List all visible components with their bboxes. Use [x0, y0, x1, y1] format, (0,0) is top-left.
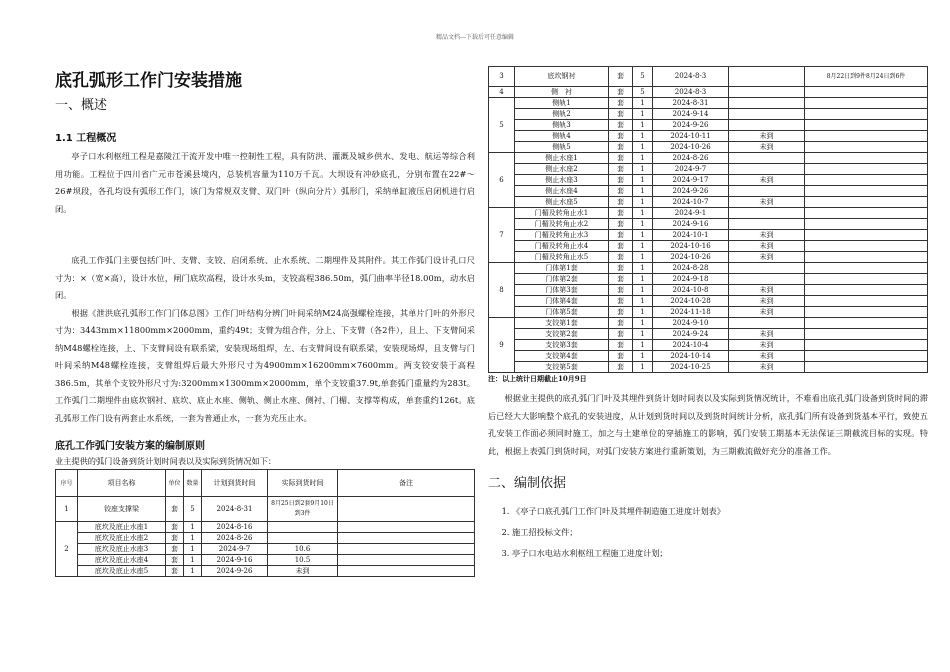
cell-actual [729, 120, 805, 131]
cell-remark [805, 186, 928, 197]
cell-name: 门体第2套 [515, 274, 609, 285]
cell-unit: 套 [609, 186, 633, 197]
cell-plan: 2024-9-7 [653, 164, 729, 175]
table-row [489, 219, 928, 230]
cell-name: 底坎及底止水座5 [78, 566, 166, 577]
cell-name: 侧止水座1 [515, 153, 609, 164]
cell-actual: 未到 [729, 340, 805, 351]
cell-actual [729, 67, 805, 87]
cell-qty: 1 [633, 164, 653, 175]
cell-actual [729, 153, 805, 164]
header-qty: 数量 [184, 470, 202, 497]
basis-item: 3. 亭子口水电站水利枢纽工程施工进度计划； [512, 543, 928, 564]
table-row [489, 351, 928, 362]
cell-name: 门体第4套 [515, 296, 609, 307]
cell-no: 4 [489, 87, 515, 98]
cell-qty: 1 [633, 241, 653, 252]
cell-remark [805, 109, 928, 120]
cell-qty: 1 [184, 566, 202, 577]
cell-plan: 2024-10-26 [653, 252, 729, 263]
cell-actual [729, 98, 805, 109]
cell-remark [805, 285, 928, 296]
cell-qty: 5 [633, 67, 653, 87]
paragraph-gate-composition: 底孔工作弧门主要包括门叶、支臂、支铰、启闭系统、止水系统、二期埋件及其附件。其工作弧门设计孔口尺寸为：×（宽×高），设计水位，闸门底坎高程，设计水头m，支铰高程386.50m，弧门曲率半径18.00m，动水启闭。 [55, 255, 475, 300]
cell-unit: 套 [609, 285, 633, 296]
cell-remark [805, 351, 928, 362]
cell-remark [805, 340, 928, 351]
table-intro: 业主提供的弧门设备到货计划时间表以及实际到货情况如下： [55, 456, 277, 466]
table-row [489, 131, 928, 142]
cell-actual: 未到 [729, 197, 805, 208]
cell-remark [338, 544, 475, 555]
table-row [489, 362, 928, 373]
cell-remark [805, 131, 928, 142]
cell-unit: 套 [609, 230, 633, 241]
cell-qty: 1 [633, 340, 653, 351]
cell-name: 门体第5套 [515, 307, 609, 318]
table-row [56, 566, 475, 577]
cell-unit: 套 [609, 109, 633, 120]
cell-qty: 1 [633, 197, 653, 208]
cell-unit: 套 [166, 555, 184, 566]
cell-remark [805, 197, 928, 208]
cell-unit: 套 [609, 362, 633, 373]
cell-actual [729, 109, 805, 120]
cell-unit: 套 [609, 98, 633, 109]
basis-list [488, 501, 928, 564]
cell-actual [729, 274, 805, 285]
cell-plan: 2024-10-11 [653, 131, 729, 142]
cell-plan: 2024-8-26 [653, 153, 729, 164]
cell-plan: 2024-9-26 [202, 566, 268, 577]
cell-qty: 1 [633, 153, 653, 164]
cell-remark [338, 497, 475, 522]
cell-plan: 2024-8-31 [653, 98, 729, 109]
cell-actual: 未到 [729, 307, 805, 318]
cell-unit: 套 [166, 497, 184, 522]
table-note: 注：以上统计日期截止10月9日 [488, 374, 587, 383]
cell-qty: 1 [633, 175, 653, 186]
cell-name: 门体第1套 [515, 263, 609, 274]
cell-unit: 套 [609, 87, 633, 98]
cell-plan: 2024-10-1 [653, 230, 729, 241]
cell-actual [729, 318, 805, 329]
cell-name: 侧止水座5 [515, 197, 609, 208]
table-row [489, 285, 928, 296]
cell-name: 门楣及转角止水2 [515, 219, 609, 230]
basis-item: 1. 《亭子口底孔弧门工作门叶及其埋件制造施工进度计划表》 [512, 501, 928, 522]
table-row [489, 186, 928, 197]
cell-actual: 未到 [729, 142, 805, 153]
cell-no: 8 [489, 263, 515, 318]
table-row [489, 120, 928, 131]
principles-heading: 底孔工作弧门安装方案的编制原则 [55, 441, 205, 452]
cell-name: 支铰第1套 [515, 318, 609, 329]
cell-no: 2 [56, 522, 78, 577]
cell-plan: 2024-10-16 [653, 241, 729, 252]
cell-plan: 2024-10-26 [653, 142, 729, 153]
cell-qty: 1 [633, 186, 653, 197]
cell-actual [729, 208, 805, 219]
cell-unit: 套 [609, 197, 633, 208]
cell-name: 侧止水座2 [515, 164, 609, 175]
cell-name: 侧轨1 [515, 98, 609, 109]
cell-remark [805, 153, 928, 164]
table-row [489, 340, 928, 351]
table-row [489, 274, 928, 285]
cell-plan: 2024-9-16 [653, 219, 729, 230]
cell-qty: 1 [184, 522, 202, 533]
table-header-row [56, 470, 475, 497]
cell-name: 侧轨2 [515, 109, 609, 120]
cell-remark [805, 98, 928, 109]
cell-plan: 2024-8-3 [653, 67, 729, 87]
cell-unit: 套 [609, 131, 633, 142]
table-row [489, 307, 928, 318]
cell-actual: 未到 [729, 351, 805, 362]
cell-plan: 2024-9-7 [202, 544, 268, 555]
cell-remark [805, 208, 928, 219]
table-row [489, 175, 928, 186]
cell-actual [729, 263, 805, 274]
cell-name: 门楣及转角止水5 [515, 252, 609, 263]
cell-plan: 2024-10-4 [653, 340, 729, 351]
cell-actual: 未到 [268, 566, 338, 577]
cell-qty: 1 [633, 318, 653, 329]
table-row [489, 263, 928, 274]
cell-no: 7 [489, 208, 515, 263]
cell-unit: 套 [609, 274, 633, 285]
cell-no: 5 [489, 98, 515, 153]
cell-plan: 2024-9-1 [653, 208, 729, 219]
cell-plan: 2024-9-18 [653, 274, 729, 285]
cell-unit: 套 [609, 329, 633, 340]
cell-actual: 未到 [729, 329, 805, 340]
cell-actual: 未到 [729, 252, 805, 263]
cell-remark [805, 362, 928, 373]
cell-qty: 1 [633, 109, 653, 120]
cell-unit: 套 [609, 241, 633, 252]
table-row [489, 109, 928, 120]
cell-remark [805, 252, 928, 263]
cell-remark [805, 219, 928, 230]
left-column [55, 60, 475, 577]
cell-plan: 2024-11-18 [653, 307, 729, 318]
cell-unit: 套 [609, 340, 633, 351]
cell-plan: 2024-9-14 [653, 109, 729, 120]
cell-remark [805, 120, 928, 131]
cell-plan: 2024-9-16 [202, 555, 268, 566]
table-row [56, 555, 475, 566]
cell-name: 底坎及底止水座1 [78, 522, 166, 533]
cell-remark [338, 533, 475, 544]
cell-no: 6 [489, 153, 515, 208]
cell-qty: 1 [633, 263, 653, 274]
cell-unit: 套 [609, 219, 633, 230]
cell-name: 侧轨5 [515, 142, 609, 153]
cell-actual: 10.5 [268, 555, 338, 566]
cell-actual: 未到 [729, 230, 805, 241]
cell-name: 门楣及转角止水3 [515, 230, 609, 241]
cell-name: 支铰第2套 [515, 329, 609, 340]
cell-unit: 套 [166, 522, 184, 533]
cell-qty: 1 [633, 285, 653, 296]
cell-qty: 1 [633, 274, 653, 285]
cell-plan: 2024-8-31 [202, 497, 268, 522]
cell-plan: 2024-9-26 [653, 120, 729, 131]
cell-qty: 1 [184, 533, 202, 544]
table-row [489, 67, 928, 87]
cell-actual: 未到 [729, 241, 805, 252]
cell-remark [338, 522, 475, 533]
cell-name: 侧轨3 [515, 120, 609, 131]
cell-qty: 1 [633, 230, 653, 241]
cell-name: 门楣及转角止水1 [515, 208, 609, 219]
right-column [488, 66, 928, 564]
header-remark: 备注 [338, 470, 475, 497]
cell-remark [805, 296, 928, 307]
table-row [489, 153, 928, 164]
cell-name: 底坎钢衬 [515, 67, 609, 87]
cell-actual: 未到 [729, 285, 805, 296]
cell-plan: 2024-10-8 [653, 285, 729, 296]
cell-remark [805, 274, 928, 285]
cell-plan: 2024-8-26 [202, 533, 268, 544]
basis-item: 2. 施工招投标文件； [512, 522, 928, 543]
table-row [489, 87, 928, 98]
cell-plan: 2024-9-24 [653, 329, 729, 340]
table-row [56, 533, 475, 544]
cell-plan: 2024-9-17 [653, 175, 729, 186]
cell-name: 底坎及底止水座3 [78, 544, 166, 555]
cell-unit: 套 [609, 208, 633, 219]
header-note: 精品文档---下载后可任意编辑 [435, 34, 515, 41]
cell-qty: 1 [184, 544, 202, 555]
cell-unit: 套 [166, 544, 184, 555]
cell-actual [268, 522, 338, 533]
cell-no: 1 [56, 497, 78, 522]
cell-plan: 2024-10-25 [653, 362, 729, 373]
cell-qty: 1 [633, 252, 653, 263]
cell-actual: 未到 [729, 175, 805, 186]
header-unit: 单位 [166, 470, 184, 497]
cell-actual: 未到 [729, 131, 805, 142]
cell-unit: 套 [609, 164, 633, 175]
cell-qty: 1 [633, 98, 653, 109]
cell-name: 侧止水座3 [515, 175, 609, 186]
cell-plan: 2024-8-28 [653, 263, 729, 274]
cell-plan: 2024-8-16 [202, 522, 268, 533]
cell-remark [805, 318, 928, 329]
cell-name: 支铰第3套 [515, 340, 609, 351]
table-row [489, 318, 928, 329]
cell-qty: 1 [633, 142, 653, 153]
table-row [489, 329, 928, 340]
cell-actual [729, 164, 805, 175]
cell-unit: 套 [609, 318, 633, 329]
section-basis-heading: 二、编制依据 [488, 476, 567, 491]
table-row [56, 497, 475, 522]
cell-name: 支铰第5套 [515, 362, 609, 373]
cell-remark [805, 230, 928, 241]
paragraph-gate-structure: 根据《泄洪底孔弧形工作门门体总图》工作门叶结构分辨门叶间采纳M24高强螺栓连接，其单片门叶的外形尺寸为：3443mm×11800mm×2000mm，重约49t；支臂为组合件，分上、下支臂（各2件），且上、下支臂间采纳M48螺栓连接，上、下支臂间设有联系梁，安装现场组焊，左、右支臂间设有联系梁，安装现场焊，且支臂与门叶间采纳M48螺栓连接，支臂组焊后最大外形尺寸为4900mm×16200mm×7600mm。两支铰安装于高程386.5m，其单个支铰外形尺寸为:3200mm×1300mm×2000mm，单个支铰重37.9t,单套弧门重量约为283t。工作弧门二期埋件由底坎钢衬、底坎、底止水座、侧轨、侧止水座、侧衬、门楣、支撑等构成，单套重约126t。底孔弧形工作门设有两套止水系统，一套为普通止水，一套为充压止水。 [55, 307, 475, 423]
cell-qty: 1 [633, 120, 653, 131]
header-name: 项目名称 [78, 470, 166, 497]
paragraph-project-overview: 亭子口水利枢纽工程是嘉陵江干流开发中唯一控制性工程，具有防洪、灌溉及城乡供水、发电、航运等综合利用功能。工程位于四川省广元市苍溪县境内，总装机容量为110万千瓦。大坝设有冲砂底孔，分别布置在22#～26#坝段，各孔均设有弧形工作门，该门为常规双支臂、双门叶（纵向分片）弧形门，采纳单缸液压启闭机进行启闭。 [55, 151, 475, 214]
cell-name: 侧 衬 [515, 87, 609, 98]
section-overview-heading: 一、概述 [55, 98, 108, 113]
cell-unit: 套 [609, 67, 633, 87]
cell-remark [805, 175, 928, 186]
cell-unit: 套 [609, 307, 633, 318]
cell-remark [805, 87, 928, 98]
paragraph-analysis: 根据业主提供的底孔弧门门叶及其埋件到货计划时间表以及实际到货情况统计，不难看出底孔弧门设备到货时间的滞后已经大大影响整个底孔的安装进度，从计划到货时间以及到货时间统计分析，底孔弧门所有设备到货基本平行，致使五孔安装工作面必须同时施工，加之与土建单位的穿插施工的影响，弧门安装工期基本无法保证三期截流目标的实现。特此，根据上表弧门到货时间，对弧门安装方案进行重新策划，为三期截流做好充分的准备工作。 [488, 393, 928, 456]
cell-remark [805, 142, 928, 153]
header-no: 序号 [56, 470, 78, 497]
cell-name: 门楣及转角止水4 [515, 241, 609, 252]
cell-unit: 套 [609, 252, 633, 263]
cell-qty: 1 [633, 208, 653, 219]
table-row [489, 164, 928, 175]
project-overview-heading: 1.1 工程概况 [55, 133, 117, 144]
cell-qty: 1 [633, 131, 653, 142]
cell-no: 3 [489, 67, 515, 87]
cell-name: 支铰第4套 [515, 351, 609, 362]
cell-plan: 2024-10-14 [653, 351, 729, 362]
delivery-table-right [488, 66, 928, 373]
cell-remark [805, 164, 928, 175]
cell-actual: 10.6 [268, 544, 338, 555]
cell-qty: 1 [633, 307, 653, 318]
cell-plan: 2024-8-3 [653, 87, 729, 98]
cell-plan: 2024-9-10 [653, 318, 729, 329]
cell-unit: 套 [166, 533, 184, 544]
table-row [489, 197, 928, 208]
cell-remark [805, 307, 928, 318]
cell-remark [338, 555, 475, 566]
table-row [489, 98, 928, 109]
header-plan: 计划到货时间 [202, 470, 268, 497]
cell-unit: 套 [609, 351, 633, 362]
cell-actual: 8月25日到2套9月10日到3件 [268, 497, 338, 522]
cell-actual: 未到 [729, 362, 805, 373]
delivery-table-left [55, 469, 475, 577]
cell-unit: 套 [609, 153, 633, 164]
cell-unit: 套 [609, 120, 633, 131]
cell-plan: 2024-10-28 [653, 296, 729, 307]
cell-actual: 未到 [729, 296, 805, 307]
table-row [489, 142, 928, 153]
table-row [489, 252, 928, 263]
table-row [56, 544, 475, 555]
cell-actual [268, 533, 338, 544]
cell-no: 9 [489, 318, 515, 373]
table-row [489, 208, 928, 219]
header-actual: 实际到货时间 [268, 470, 338, 497]
cell-plan: 2024-10-7 [653, 197, 729, 208]
cell-qty: 5 [184, 497, 202, 522]
table-row [56, 522, 475, 533]
cell-name: 铰座支撑梁 [78, 497, 166, 522]
cell-name: 侧止水座4 [515, 186, 609, 197]
cell-unit: 套 [609, 142, 633, 153]
cell-remark [805, 329, 928, 340]
cell-unit: 套 [166, 566, 184, 577]
table-row [489, 241, 928, 252]
cell-qty: 5 [633, 87, 653, 98]
cell-unit: 套 [609, 175, 633, 186]
cell-actual [729, 87, 805, 98]
cell-remark [805, 241, 928, 252]
document-title: 底孔弧形工作门安装措施 [55, 71, 242, 91]
cell-name: 底坎及底止水座4 [78, 555, 166, 566]
cell-remark: 8月22日到9件8月24日到6件 [805, 67, 928, 87]
cell-name: 门体第3套 [515, 285, 609, 296]
cell-qty: 1 [633, 296, 653, 307]
cell-unit: 套 [609, 263, 633, 274]
cell-name: 底坎及底止水座2 [78, 533, 166, 544]
cell-qty: 1 [633, 219, 653, 230]
cell-qty: 1 [184, 555, 202, 566]
cell-qty: 1 [633, 329, 653, 340]
table-row [489, 230, 928, 241]
cell-plan: 2024-9-26 [653, 186, 729, 197]
cell-actual [729, 219, 805, 230]
cell-remark [805, 263, 928, 274]
cell-qty: 1 [633, 362, 653, 373]
cell-remark [338, 566, 475, 577]
cell-actual [729, 186, 805, 197]
table-row [489, 296, 928, 307]
cell-qty: 1 [633, 351, 653, 362]
cell-name: 侧轨4 [515, 131, 609, 142]
cell-unit: 套 [609, 296, 633, 307]
